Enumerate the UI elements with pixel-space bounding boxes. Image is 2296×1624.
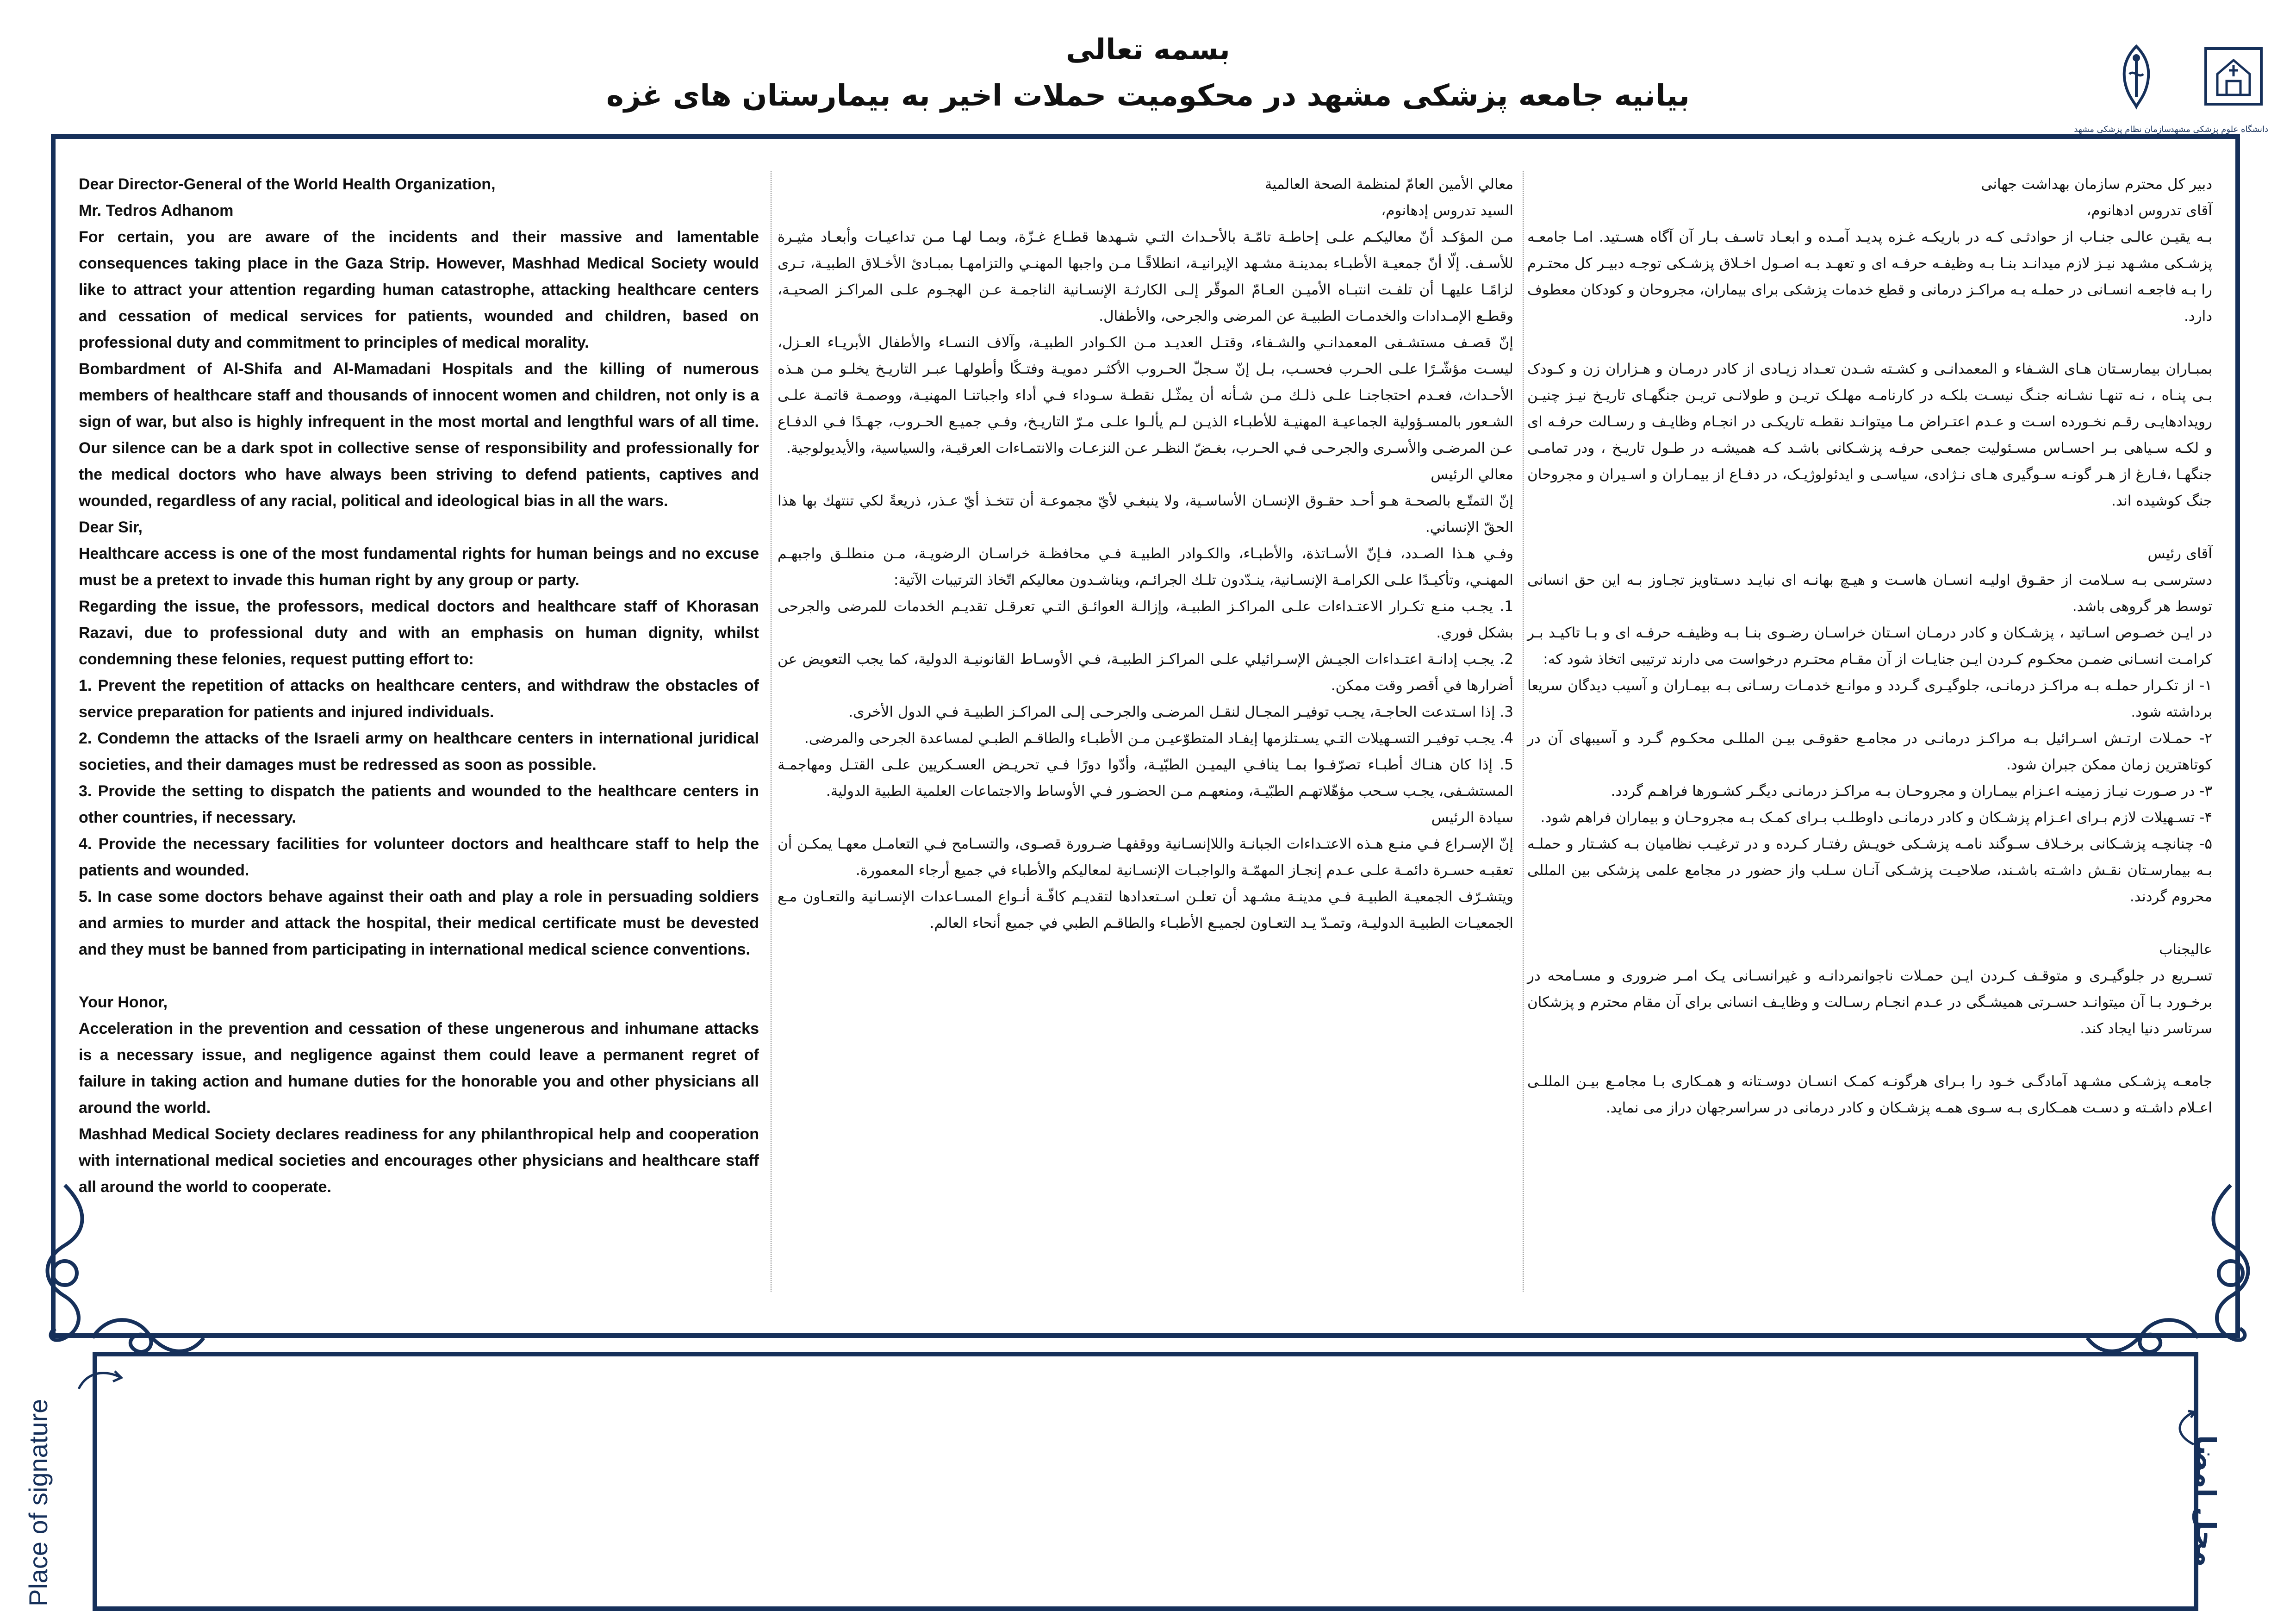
basmala: بسمه تعالی [1066, 32, 1230, 66]
persian-paragraph: عالیجناب [2159, 941, 2212, 958]
arabic-paragraph: 3. إذا اسـتدعت الحاجـة، يجـب توفيـر المجـال لنقـل المرضـى والجرحـى إلـى المراكـز الطبيـة فـي الدول الأخرى. [848, 704, 1513, 720]
persian-paragraph: آقای تدروس ادهانوم، [2086, 202, 2212, 219]
persian-paragraph: ۴- تسـهیلات لازم بـرای اعـزام پزشـکان و کادر درمانـی داوطلـب بـرای کمـک بـه مجروحـان و بیماران فراهم شود. [1540, 809, 2212, 826]
english-paragraph: 1. Prevent the repetition of attacks on healthcare centers, and withdraw the obstacles of service preparation for patients and injured individuals. [79, 677, 759, 721]
english-paragraph: Regarding the issue, the professors, medical doctors and healthcare staff of Khorasan Razavi, due to professional duty and with an emphasis on human dignity, whilst condemning these felonies, request putting effort to: [79, 598, 759, 668]
persian-paragraph: بمبـاران بیمارسـتان هـای الشـفاء و المعمدانـی و کشـته شـدن تعـداد زیـادی از کادر درمـان و هـزاران زن و کـودک بـی پنـاه ، نـه تنهـا نشـانه جنـگ نیسـت بلکـه در کارنامـه مهلـک تریـن و طولانـی تریـن جنگهـای تاریـخ نیـز چنیـن رویدادهایـی رقـم نخـورده اسـت و عـدم اعتـراض مـا میتوانـد نقطـه تاریکـی در انجـام وظایـف و رسـالت حرفـه ای و لکـه سـیاهی بـر احسـاس مسـئولیت جمعـی حرفـه پزشـکانی باشـد کـه همیشـه در طـول تاریـخ ، ودر تمامـی جنگهـا ،فـارغ از هـر گونـه سـوگیری هـای نـژادی، سیاسـی و ایدئولوژیـک، در دفـاع از بیمـاران و اسـیران و مجروحان جنگ کوشیده اند. [1527, 361, 2212, 509]
right-ornament [2194, 1181, 2268, 1375]
arabic-paragraph: 1. يجـب منـع تكـرار الاعتـداءات علـى المراكـز الطبيـة، وإزالـة العوائـق التـي تعرقـل تقديـم الخدمات للمرضى والجرحى بشكل فوري. [778, 598, 1513, 641]
logo-right-caption: دانشگاه علوم پزشکی مشهد [2170, 125, 2268, 134]
arabic-paragraph: سيادة الرئيس [1431, 809, 1513, 826]
persian-column [1527, 171, 2212, 1121]
arabic-paragraph: 4. يجـب توفيـر التسـهيلات التـي يسـتلزمها إيفـاد المتطوّعيـن مـن الأطبـاء والطاقـم الطبـي لمساعدة الجرحى والمرضى. [804, 730, 1513, 747]
english-paragraph: 3. Provide the setting to dispatch the patients and wounded to the healthcare centers in other countries, if necessary. [79, 782, 759, 826]
english-paragraph: Your Honor, [79, 993, 168, 1011]
english-paragraph: Acceleration in the prevention and cessation of these ungenerous and inhumane attacks is a necessary issue, and negligence against them could leave a permanent regret of failure in taking action and humane duties for the honorable you and other physicians all around the world. [79, 1020, 759, 1117]
arabic-paragraph: إنّ الإسـراع فـي منـع هـذه الاعتـداءات الجبانـة واللاإنسـانية ووقفهـا ضـرورة قصـوى، والتسـامح فـي التعامـل معهـا يمكـن أن تعقبـه حسـرة دائمـة علـى عـدم إنجـاز المهمّـة والواجبـات الإنسـانية لمعاليكم والأطباء في جميع أرجاء المعمورة. [778, 836, 1513, 879]
mashhad-medical-council-logo [2074, 42, 2171, 134]
signature-label-en: Place of signature [24, 1399, 53, 1606]
persian-paragraph: در ایـن خصـوص اسـاتید ، پزشـکان و کادر درمـان اسـتان خراسـان رضـوی بنـا بـه وظیفـه حرفـه ای و بـا تاکیـد بـر کرامـت انسـانی ضمـن محکـوم کـردن ایـن جنایـات از آن مقـام محتـرم درخواست می دارند ترتیبی اتخاذ شود که: [1527, 625, 2212, 668]
english-paragraph: Mashhad Medical Society declares readiness for any philanthropical help and cooperation with international medical societies and encourages other physicians and healthcare staff all around the world to cooperate. [79, 1125, 759, 1196]
persian-paragraph: ۵- چنانچـه پزشـکانی برخـلاف سـوگند نامـه پزشـکی خویـش رفتـار کـرده و در ترغیـب نظامیان بـه کشـتار و حملـه بـه بیمارسـتان نقـش داشـته باشـند، صلاحیـت پزشـکی آنـان سـلب واز حضور در مجامع علمی پزشکی بین المللی محروم گردند. [1527, 836, 2212, 905]
persian-paragraph: بـه یقیـن عالـی جنـاب از حوادثـی کـه در باریکـه غـزه پدیـد آمـده و ابعـاد تاسـف بـار آن آگاه هسـتید. امـا جامعـه پزشـکی مشـهد نیـز لازم میدانـد بنـا بـه وظیفـه حرفـه ای و تعهـد بـه اصـول اخـلاق پزشـکی توجـه دبیـر کل محتـرم را بـه فاجعـه انسـانی در حملـه بـه مراکـز درمانی و قطع خدمات پزشکی برای بیماران، مجروحان و کودکان معطوف دارد. [1527, 229, 2212, 325]
english-spacer [79, 963, 759, 989]
english-paragraph: 2. Condemn the attacks of the Israeli army on healthcare centers in international juridical societies, and their damages must be redressed as soon as possible. [79, 730, 759, 774]
persian-paragraph: ۲- حمـلات ارتـش اسـرائیل بـه مراکـز درمانـی در مجامـع حقوقـی بیـن المللـی محکـوم گـرد و آسیبهای آن در کوتاهترین زمان ممکن جبران شود. [1527, 730, 2212, 773]
arabic-paragraph: 5. إذا كان هنـاك أطبـاء تصرّفـوا بمـا ينافـي اليميـن الطبّيـة، وأدّوا دورًا فـي تحريـض العسـكريين علـى القتـل ومهاجمـة المستشـفى، يجـب سـحب مؤهّلاتهـم الطبّيـة، ومنعهـم مـن الحضـور فـي الأوساط والاجتماعات العلمية الطبية الدولية. [778, 756, 1513, 800]
persian-paragraph: جامعـه پزشـکی مشـهد آمادگـی خـود را بـرای هرگونـه کمـک انسـان دوسـتانه و همـکاری بـا مجامـع بیـن المللـی اعـلام داشـته و دسـت همـکاری بـه سـوی همـه پزشـکان و کادر درمانی در سراسرجهان دراز می نماید. [1527, 1073, 2212, 1116]
persian-spacer [1527, 514, 2212, 541]
arabic-paragraph: إنّ التمتّـع بالصحـة هـو أحـد حقـوق الإنسـان الأساسـية، ولا ينبغـي لأيّ مجموعـة أن تتخـذ أيّ عـذر، ذريعةً لكي تنتهك بها هذا الحقّ الإنساني. [778, 493, 1513, 536]
persian-spacer [1527, 910, 2212, 937]
signature-label-fa: محل امضا [2190, 1435, 2221, 1567]
arabic-paragraph: 2. يجـب إدانـة اعتـداءات الجيـش الإسـرائيلي علـى المراكـز الطبيـة، فـي الأوسـاط القانونيـة الدولية، كما يجب التعويض عن أضرارها في أقصر وقت ممكن. [778, 651, 1513, 694]
persian-paragraph: دسترسـی بـه سـلامت از حقـوق اولیـه انسـان هاسـت و هیـچ بهانـه ای نبایـد دسـتاویز تجـاوز بـه این حق انسانی توسط هر گروهی باشد. [1527, 572, 2212, 615]
arabic-paragraph: السيد تدروس إدهانوم، [1381, 202, 1513, 219]
english-paragraph: Bombardment of Al-Shifa and Al-Mamadani Hospitals and the killing of numerous members of healthcare staff and thousands of innocent women and children, not only is a sign of war, but also is highly infrequent in the most mortal and lengthful wars of all time. Our silence can be a dark spot in collective sense of responsibility and professionally for the medical doctors who have always been striving to defend patients, captives and wounded, regardless of any racial, political and ideological bias in all the wars. [79, 360, 759, 510]
english-paragraph: Mr. Tedros Adhanom [79, 202, 234, 219]
document-title: بیانیه جامعه پزشکی مشهد در محکومیت حملات اخیر به بیمارستان های غزه [606, 79, 1690, 113]
persian-spacer [1527, 330, 2212, 356]
column-divider [1523, 171, 1524, 1292]
english-column [79, 171, 759, 1200]
header [0, 28, 2296, 120]
english-paragraph: Dear Director-General of the World Health Organization, [79, 175, 496, 193]
signature-box[interactable] [93, 1352, 2198, 1611]
arabic-paragraph: معالي الأمين العامّ لمنظمة الصحة العالمية [1264, 176, 1513, 193]
signature-arrow-left-icon [74, 1366, 125, 1393]
signature-arrow-right-icon [2166, 1407, 2203, 1449]
persian-paragraph: تسـریع در جلوگیـری و متوقـف کـردن ایـن حمـلات ناجوانمردانـه و غیرانسـانی یـک امـر ضروری و مسـامحه در برخـورد بـا آن میتوانـد حسـرتی همیشـگی در عـدم انجـام رسـالت و وظایـف انسانی برای آن مقام محترم و پزشکان سرتاسر دنیا ایجاد کند. [1527, 968, 2212, 1037]
english-paragraph: Dear Sir, [79, 518, 143, 536]
persian-paragraph: دبیر کل محترم سازمان بهداشت جهانی [1981, 176, 2212, 193]
persian-paragraph: ۳- در صـورت نیـاز زمینـه اعـزام بیمـاران و مجروحـان بـه مراکـز درمانـی دیگـر کشـورها فراهـم گردد. [1611, 783, 2212, 800]
arabic-paragraph: معالي الرئيس [1431, 466, 1513, 483]
arabic-paragraph: وفـي هـذا الصـدد، فـإنّ الأسـاتذة، والأطبـاء، والكـوادر الطبيـة فـي محافظـة خراسـان الرضويـة، مـن منطلـق واجبهـم المهنـي، وتأكيـدًا علـى الكرامـة الإنسـانية، ينـدّدون تلـك الجرائـم، ويناشـدون معاليكم اتّخاذ الترتيبات الآتية: [778, 545, 1513, 588]
arabic-paragraph: مـن المؤكـد أنّ معاليكـم علـى إحاطـة تامّـة بالأحـداث التـي شـهدها قطـاع غـزّة، وبمـا لهـا مـن تداعيـات وأبعـاد مثيـرة للأسـف. إلّا أنّ جمعيـة الأطبـاء بمدينـة مشـهد الإيرانيـة، انطلاقًـا مـن واجبها المهنـي والتزامهـا بمبـادئ الأخـلاق الطبيـة، تـرى لزامًـا عليهـا أن تلفـت انتبـاه الأميـن العـامّ الموقّر إلـى الكارثـة الإنسـانية الناجمـة عـن الهجـوم علـى المراكـز الصحيـة، وقطـع الإمـدادات والخدمـات الطبيـة عن المرضى والجرحى، والأطفال. [778, 229, 1513, 325]
logo-left-caption: سازمان نظام پزشکی مشهد [2074, 125, 2171, 134]
logos [2074, 42, 2268, 134]
arabic-column [778, 171, 1513, 937]
persian-paragraph: ۱- از تکـرار حملـه بـه مراکـز درمانـی، جلوگیـری گـردد و موانـع خدمـات رسـانی بـه بیمـاران و آسیب دیدگان سریعا برداشته شود. [1527, 677, 2212, 720]
persian-paragraph: آقای رئیس [2147, 545, 2212, 562]
mashhad-university-logo [2170, 42, 2268, 134]
arabic-paragraph: ويتشـرّف الجمعيـة الطبيـة فـي مدينـة مشـهد أن تعلـن اسـتعدادها لتقديـم كافّـة أنـواع المسـاعدات الإنسـانية والتعـاون مـع الجمعيـات الطبيـة الدوليـة، وتمـدّ يـد التعـاون لجميـع الأطبـاء والطاقـم الطبي في جميع أنحاء العالم. [778, 888, 1513, 931]
persian-spacer [1527, 1042, 2212, 1068]
english-paragraph: For certain, you are aware of the incidents and their massive and lamentable consequences taking place in the Gaza Strip. However, Mashhad Medical Society would like to attract your attention regarding human catastrophe, attacking healthcare centers and cessation of medical services for patients, wounded and children, based on professional duty and commitment to principles of medical morality. [79, 228, 759, 351]
english-paragraph: 4. Provide the necessary facilities for volunteer doctors and healthcare staff to help the patients and wounded. [79, 835, 759, 879]
english-paragraph: 5. In case some doctors behave against their oath and play a role in persuading soldiers and armies to murder and attack the hospital, their medical certificate must be devested and they must be banned from participating in international medical science conventions. [79, 888, 759, 958]
english-paragraph: Healthcare access is one of the most fundamental rights for human beings and no excuse must be a pretext to invade this human right by any group or party. [79, 545, 759, 589]
arabic-paragraph: إنّ قصـف مستشـفى المعمدانـي والشـفاء، وقتـل العديـد مـن الكـوادر الطبيـة، وآلاف النسـاء والأطفال الأبريـاء العـزل، ليسـت مؤشّـرًا علـى الحـرب فحسـب، بـل إنّ سـجلّ الحـروب الأكثـر دمويـة وفتـكًا وأطولهـا عبـر التاريـخ يخلـو مـن هـذه الأحـداث، فعـدم احتجاجنـا علـى ذلـك مـن شـأنه أن يمثّـل نقطـة سـوداء فـي أداء واجباتنـا المهنيـة، ووصمـة قاتمـة علـى الشـعور بالمسـؤولية الجماعيـة المهنيـة للأطبـاء الذيـن لـم يألـوا علـى مـرّ التاريـخ، وفـي جميـع الحـروب، جهـدًا فـي الدفـاع عـن المرضـى والأسـرى والجرحـى فـي الحـرب، بغـضّ النظـر عـن النزعـات والانتمـاءات العرقيـة، والسياسية، والأيديولوجية. [778, 334, 1513, 456]
column-divider [771, 171, 772, 1292]
